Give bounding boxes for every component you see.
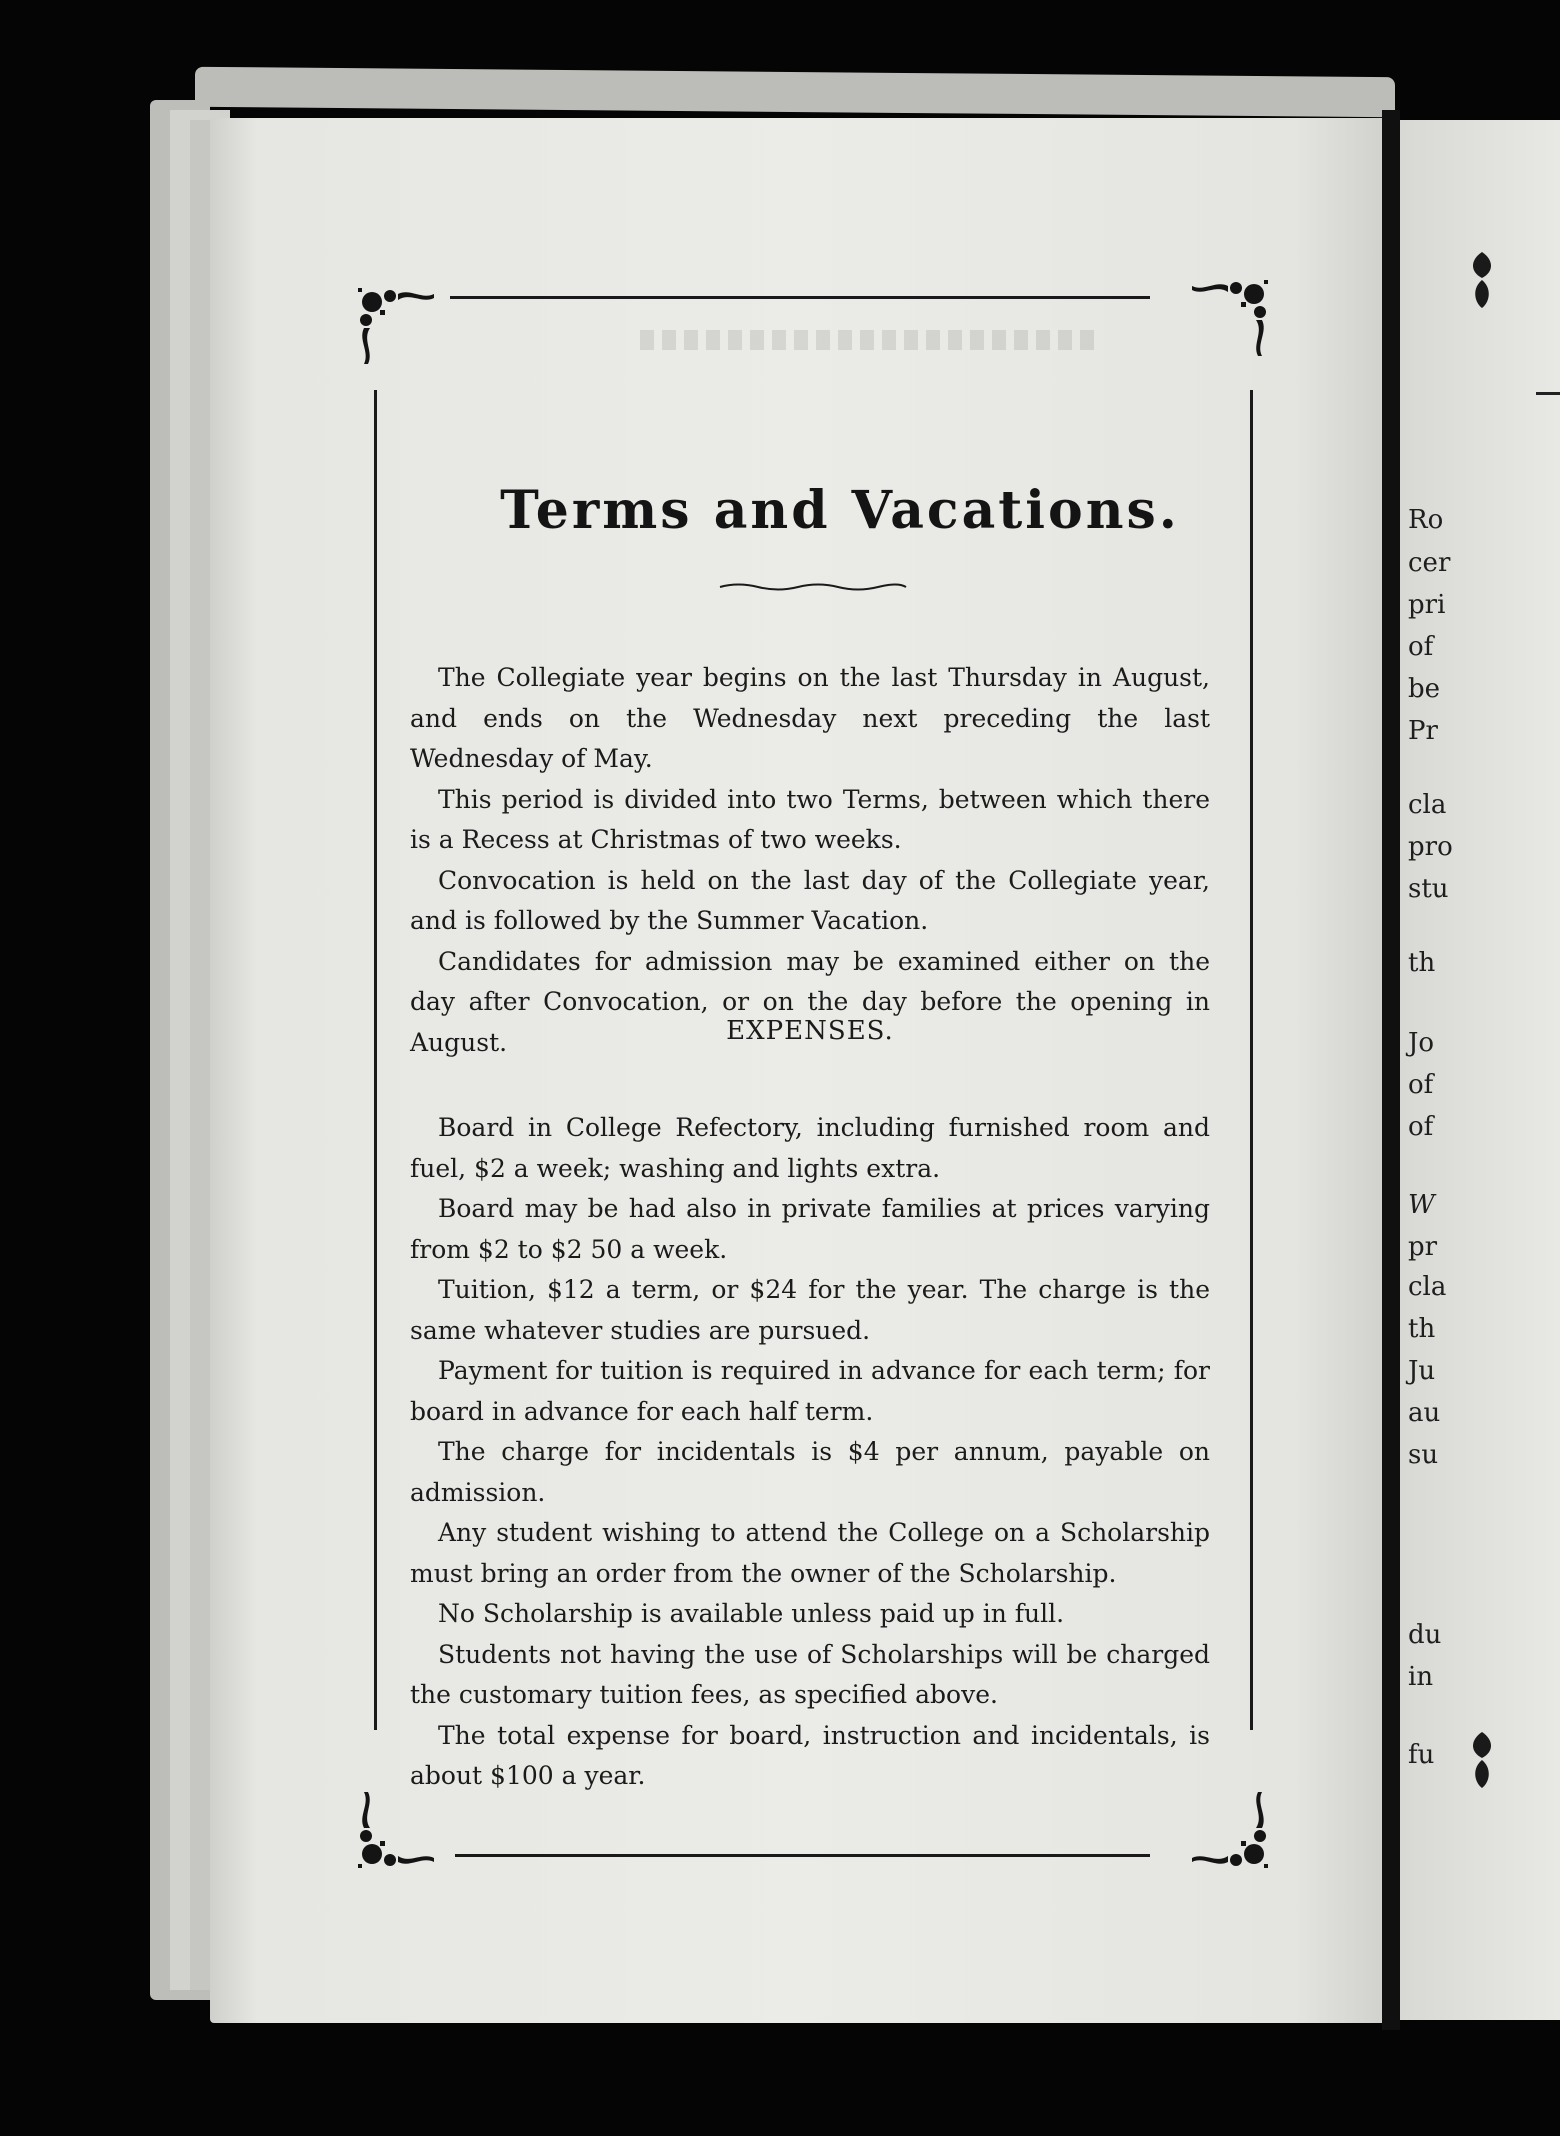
paragraph: Candidates for admission may be examined either on the day after Convocation, or on the day before the opening in August. [410,946,1210,1057]
fragment: be [1408,674,1441,704]
fragment: pro [1408,832,1453,862]
fragment: of [1408,1112,1434,1142]
fragment: of [1408,632,1434,662]
paragraph: No Scholarship is available unless paid up in full. [438,1599,1065,1628]
paragraph: Board may be had also in private families at prices varying from $2 to $2 50 a week. [410,1194,1210,1264]
fragment: du [1408,1620,1442,1650]
fragment: th [1408,1314,1436,1344]
frame-right-rule [1250,390,1253,1730]
fragment: W [1408,1190,1435,1220]
expenses-heading: EXPENSES. [726,1016,894,1046]
paragraph: Board in College Refectory, including furnished room and fuel, $2 a week; washing and lights extra. [410,1113,1210,1183]
fragment: Jo [1408,1028,1435,1058]
fragment: cla [1408,790,1447,820]
paragraph: Convocation is held on the last day of the Collegiate year, and is followed by the Summer Vacation. [410,865,1210,935]
fragment: in [1408,1662,1434,1692]
page-stack-top [195,67,1395,117]
bleed-through-text [640,330,1100,350]
paragraph: Payment for tuition is required in advance for each term; for board in advance for each half term. [410,1356,1210,1426]
frame-left-rule [374,390,377,1730]
fragment: cla [1408,1272,1447,1302]
fragment: fu [1408,1740,1435,1770]
title-divider-icon [718,580,908,594]
fragment: au [1408,1398,1441,1428]
frame-bottom-rule [455,1854,1150,1857]
fragment: Ro [1408,505,1444,535]
terms-section [410,658,1210,1063]
fragment: Ju [1408,1356,1436,1386]
facing-page-rule [1536,392,1560,395]
fragment: cer [1408,548,1451,578]
fragment: stu [1408,874,1449,904]
page-title: Terms and Vacations. [500,480,1180,541]
fragment: pr [1408,1232,1438,1262]
paragraph: The total expense for board, instruction and incidentals, is about $100 a year. [410,1720,1210,1790]
paragraph: Any student wishing to attend the College on a Scholarship must bring an order from the owner of the Scholarship. [410,1518,1210,1588]
paragraph: The charge for incidentals is $4 per annum, payable on admission. [410,1437,1210,1507]
paragraph: This period is divided into two Terms, between which there is a Recess at Christmas of two weeks. [410,784,1210,854]
fragment: Pr [1408,716,1438,746]
facing-page-ornament-icon [1462,1730,1502,1790]
paragraph: The Collegiate year begins on the last Thursday in August, and ends on the Wednesday next preceding the last Wednesday of May. [410,663,1210,773]
frame-top-rule [450,296,1150,299]
fragment: th [1408,948,1436,978]
paragraph: Students not having the use of Scholarships will be charged the customary tuition fees, as specified above. [410,1639,1210,1709]
facing-page-ornament-icon [1462,250,1502,310]
expenses-section [410,1108,1210,1797]
corner-ornament-icon [1180,272,1276,368]
corner-ornament-icon [350,280,446,376]
fragment: pri [1408,590,1446,620]
fragment: su [1408,1440,1439,1470]
fragment: of [1408,1070,1434,1100]
book-gutter [1382,110,1400,2030]
paragraph: Tuition, $12 a term, or $24 for the year. The charge is the same whatever studies are pursued. [410,1275,1210,1345]
